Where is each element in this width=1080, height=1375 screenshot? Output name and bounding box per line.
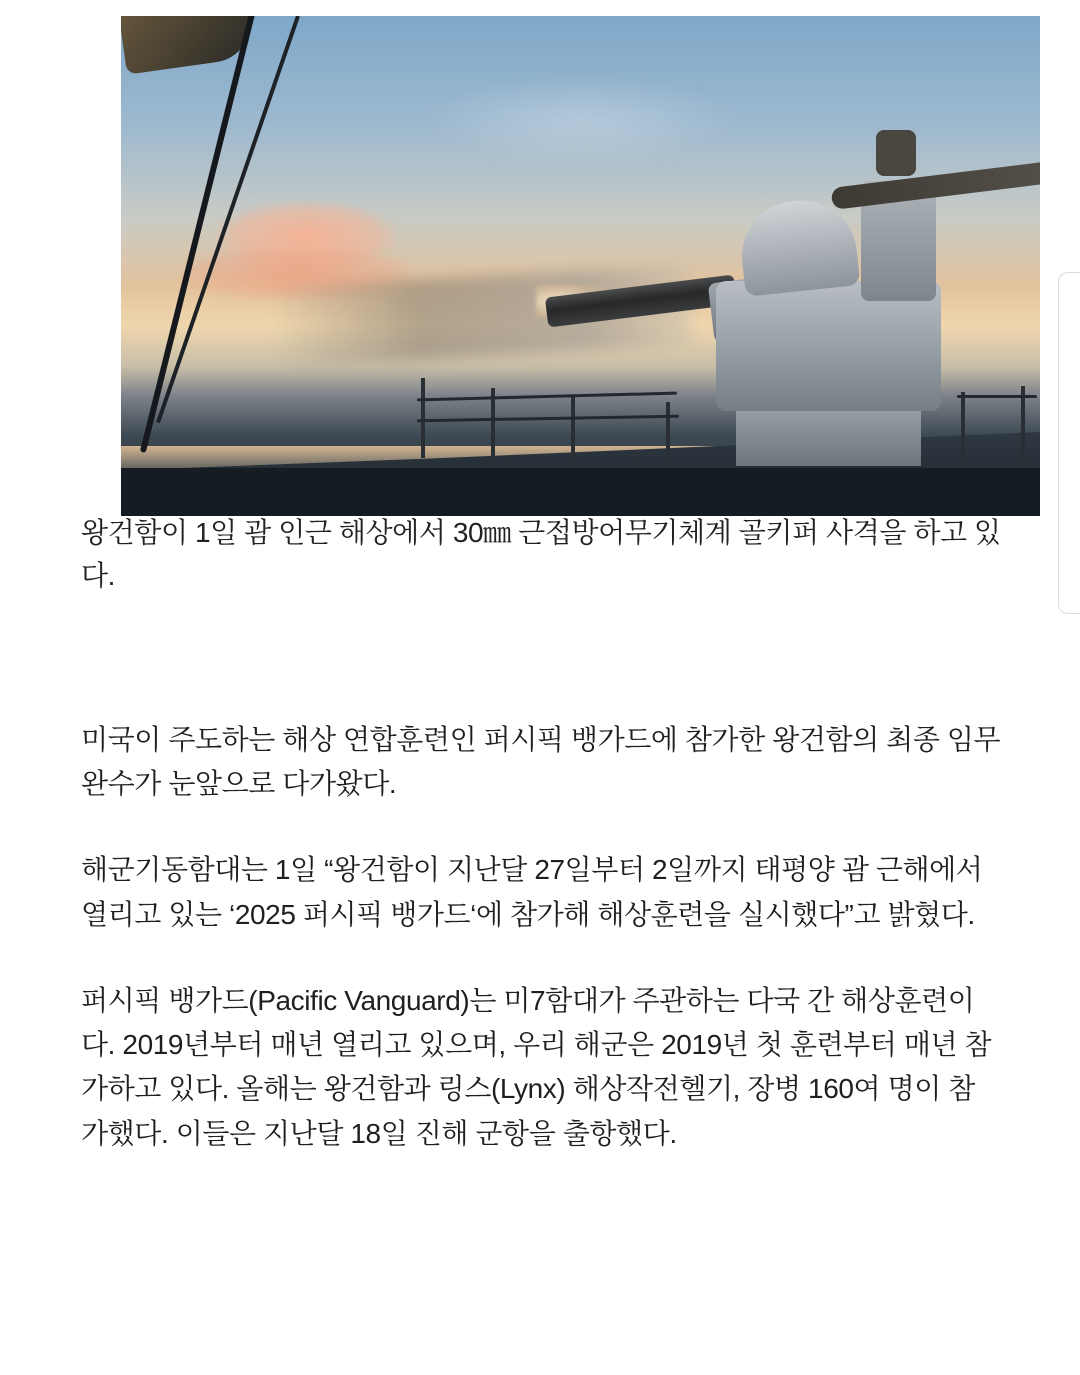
side-floating-panel[interactable] [1058, 272, 1080, 614]
turret-base [736, 406, 921, 466]
article-paragraph: 퍼시픽 뱅가드(Pacific Vanguard)는 미7함대가 주관하는 다국 간 해상훈련이다. 2019년부터 매년 열리고 있으며, 우리 해군은 2019년 첫 훈련부터 매년 참가하고 있다. 올해는 왕건함과 링스(Lynx) 해상작전헬기, 장병 160여 명이 참가했다. 이들은 지난달 18일 진해 군항을 출항했다. [81, 984, 992, 1149]
ship-deck-edge [121, 468, 1040, 516]
article-photo [121, 16, 1040, 516]
article-paragraph: 해군기동함대는 1일 “왕건함이 지난달 27일부터 2일까지 태평양 괌 근해에서 열리고 있는 ‘2025 퍼시픽 뱅가드‘에 참가해 해상훈련을 실시했다”고 밝혔다. [81, 854, 983, 930]
railing-line [417, 415, 679, 423]
article-figure [121, 16, 1040, 516]
turret-antenna-head [876, 130, 916, 176]
railing-post [666, 402, 670, 458]
ciws-turret [681, 136, 981, 466]
turret-radome [737, 195, 861, 297]
railing-post [421, 378, 425, 458]
railing-post [571, 396, 575, 458]
article-body [81, 718, 1001, 1156]
article-paragraph: 미국이 주도하는 해상 연합훈련인 퍼시픽 뱅가드에 참가한 왕건함의 최종 임무 완수가 눈앞으로 다가왔다. [81, 724, 1001, 800]
figure-caption: 왕건함이 1일 괌 인근 해상에서 30㎜ 근접방어무기체계 골키퍼 사격을 하고 있다. [81, 517, 1001, 591]
railing-line [417, 392, 677, 402]
